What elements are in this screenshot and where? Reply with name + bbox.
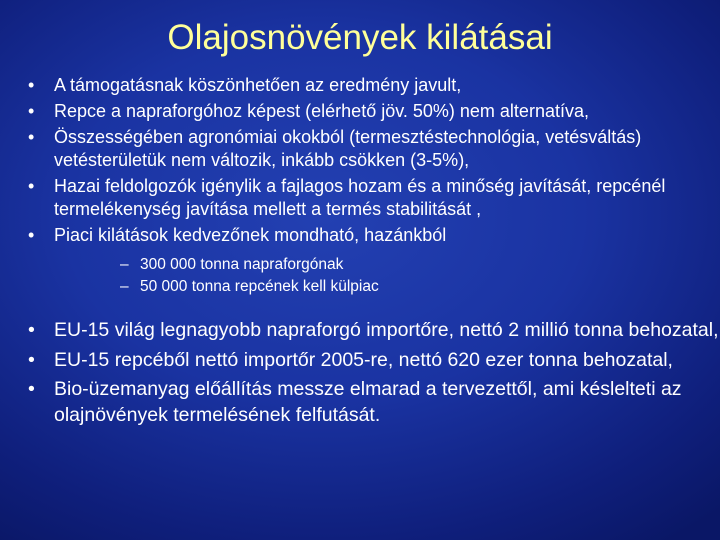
bullet-item bbox=[0, 126, 720, 172]
bullet-text: Bio-üzemanyag előállítás messze elmarad a tervezettől, ami késlelteti az olajnövények termelésének felfutását. bbox=[54, 378, 682, 426]
bullet-dot-icon: • bbox=[28, 378, 35, 400]
slide-title: Olajosnövények kilátásai bbox=[167, 18, 553, 57]
bullet-dot-icon: • bbox=[28, 127, 35, 147]
bullet-text: Hazai feldolgozók igénylik a fajlagos hozam és a minőség javítását, repcénél termelékenység javítása mellett a termés stabilitását , bbox=[54, 176, 666, 219]
bullet-text: EU-15 repcéből nettó importőr 2005-re, nettó 620 ezer tonna behozatal, bbox=[54, 348, 673, 371]
bullet-item bbox=[0, 318, 720, 344]
sub-bullet-text: 300 000 tonna napraforgónak bbox=[140, 256, 344, 273]
dash-icon: – bbox=[120, 278, 129, 295]
bullet-dot-icon: • bbox=[28, 348, 35, 371]
bullet-dot-icon: • bbox=[28, 176, 35, 196]
sub-bullet-item bbox=[54, 254, 720, 276]
bullet-item bbox=[0, 175, 720, 221]
bullet-dot-icon: • bbox=[28, 225, 35, 245]
bullet-dot-icon: • bbox=[28, 75, 35, 95]
sub-bullet-list bbox=[54, 254, 720, 298]
sub-bullet-text: 50 000 tonna repcének kell külpiac bbox=[140, 278, 379, 295]
dash-icon: – bbox=[120, 256, 129, 273]
bullet-dot-icon: • bbox=[28, 101, 35, 121]
bullet-list-top bbox=[0, 74, 720, 301]
bullet-item bbox=[0, 377, 720, 428]
bullet-item bbox=[0, 74, 720, 97]
bullet-text: EU-15 világ legnagyobb napraforgó importőre, nettó 2 millió tonna behozatal, bbox=[54, 319, 719, 341]
bullet-text: Összességében agronómiai okokból (termesztéstechnológia, vetésváltás) vetésterületük nem változik, inkább csökken (3-5%), bbox=[54, 127, 642, 170]
bullet-text: A támogatásnak köszönhetően az eredmény javult, bbox=[54, 75, 462, 95]
bullet-dot-icon: • bbox=[28, 319, 35, 341]
bullet-text: Piaci kilátások kedvezőnek mondható, hazánkból bbox=[54, 225, 447, 245]
sub-bullet-item bbox=[54, 276, 720, 298]
bullet-text: Repce a napraforgóhoz képest (elérhető jöv. 50%) nem alternatíva, bbox=[54, 101, 589, 121]
bullet-item bbox=[0, 224, 720, 298]
bullet-list-bottom bbox=[0, 318, 720, 432]
bullet-item bbox=[0, 100, 720, 123]
bullet-item bbox=[0, 348, 720, 374]
